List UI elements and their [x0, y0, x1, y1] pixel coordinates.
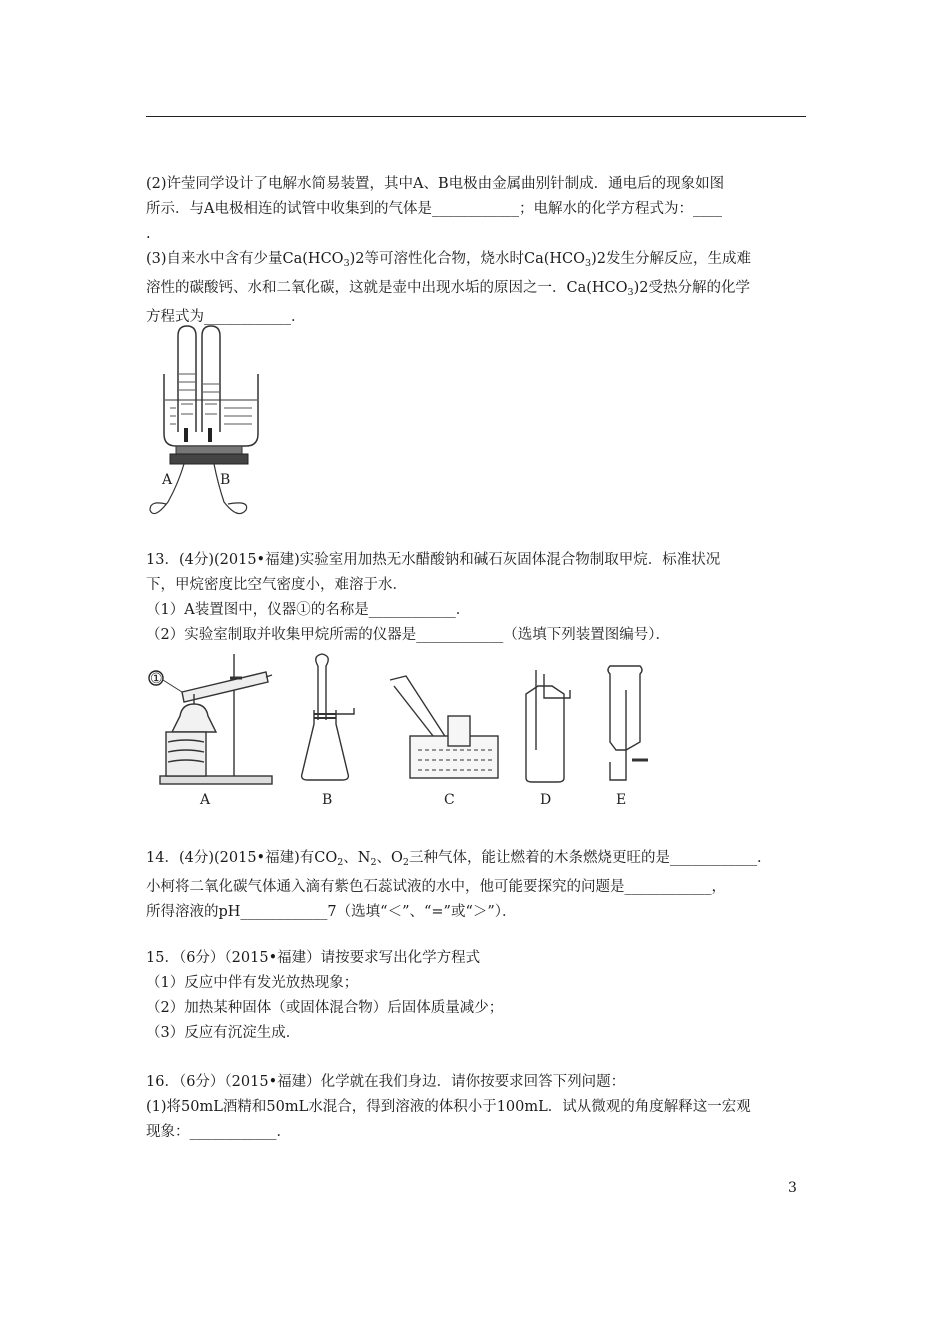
- apparatus-d-label: D: [540, 792, 552, 808]
- q15-line4: （3）反应有沉淀生成．: [146, 1025, 301, 1041]
- apparatus-e-label: E: [616, 792, 627, 808]
- q16-line3: 现象：____________．: [146, 1124, 291, 1140]
- q12-part3-line3: 方程式为____________．: [146, 309, 306, 325]
- question-15-text: [146, 946, 814, 1046]
- q15-line2: （1）反应中伴有发光放热现象；: [146, 975, 359, 991]
- q14-line3: 所得溶液的pH____________7（选填“＜”、“=”或“＞”）．: [146, 904, 517, 920]
- q13-line4: （2）实验室制取并收集甲烷所需的仪器是____________（选填下列装置图编号）．: [146, 627, 670, 643]
- q15-line1: 15．（6分）（2015•福建）请按要求写出化学方程式: [146, 950, 481, 966]
- question-16-text: [146, 1070, 814, 1145]
- gas-apparatus-figure: [142, 650, 662, 810]
- q13-line2: 下，甲烷密度比空气密度小，难溶于水．: [146, 577, 407, 593]
- header-rule: [146, 116, 806, 117]
- q13-line3: （1）A装置图中，仪器①的名称是____________．: [146, 602, 471, 618]
- q12-part2-line1: (2)许莹同学设计了电解水简易装置，其中A、B电极由金属曲别针制成．通电后的现象如图: [146, 176, 725, 192]
- question-12-text: [146, 172, 814, 330]
- q15-line3: （2）加热某种固体（或固体混合物）后固体质量减少；: [146, 1000, 504, 1016]
- electrode-a-label: A: [162, 472, 173, 488]
- apparatus-a-label: A: [200, 792, 211, 808]
- question-14-text: [146, 846, 814, 925]
- page-number: 3: [788, 1180, 797, 1196]
- q12-part2-line2: 所示．与A电极相连的试管中收集到的气体是____________；电解水的化学方程式为：____: [146, 201, 722, 217]
- q12-part3-line2: 溶性的碳酸钙、水和二氧化碳，这就是壶中出现水垢的原因之一．$Ca(HCO_3)2$受热分解的化学: [146, 280, 750, 298]
- question-13-text: [146, 548, 814, 648]
- q12-part3-line1: (3)自来水中含有少量$Ca(HCO_3)2$等可溶性化合物，烧水时$Ca(HCO_3)2$发生分解反应，生成难: [146, 251, 751, 269]
- instrument-1-label: ①: [150, 671, 163, 687]
- q16-line2: (1)将50mL酒精和50mL水混合，得到溶液的体积小于100mL．试从微观的角度解释这一宏观: [146, 1099, 751, 1115]
- q16-line1: 16．（6分）（2015•福建）化学就在我们身边．请你按要求回答下列问题：: [146, 1074, 626, 1090]
- apparatus-c-label: C: [444, 792, 455, 808]
- q14-line1: 14．(4分)(2015•福建)有$CO_2$、$N_2$、$O_2$三种气体，能让燃着的木条燃烧更旺的是____________．: [146, 850, 772, 868]
- electrode-b-label: B: [220, 472, 231, 488]
- q14-line2: 小柯将二氧化碳气体通入滴有紫色石蕊试液的水中，他可能要探究的问题是____________，: [146, 879, 726, 895]
- electrolysis-apparatus-figure: [146, 324, 286, 520]
- q13-line1: 13．(4分)(2015•福建)实验室用加热无水醋酸钠和碱石灰固体混合物制取甲烷．标准状况: [146, 552, 721, 568]
- apparatus-b-label: B: [322, 792, 333, 808]
- q12-part2-line3: .: [146, 226, 151, 242]
